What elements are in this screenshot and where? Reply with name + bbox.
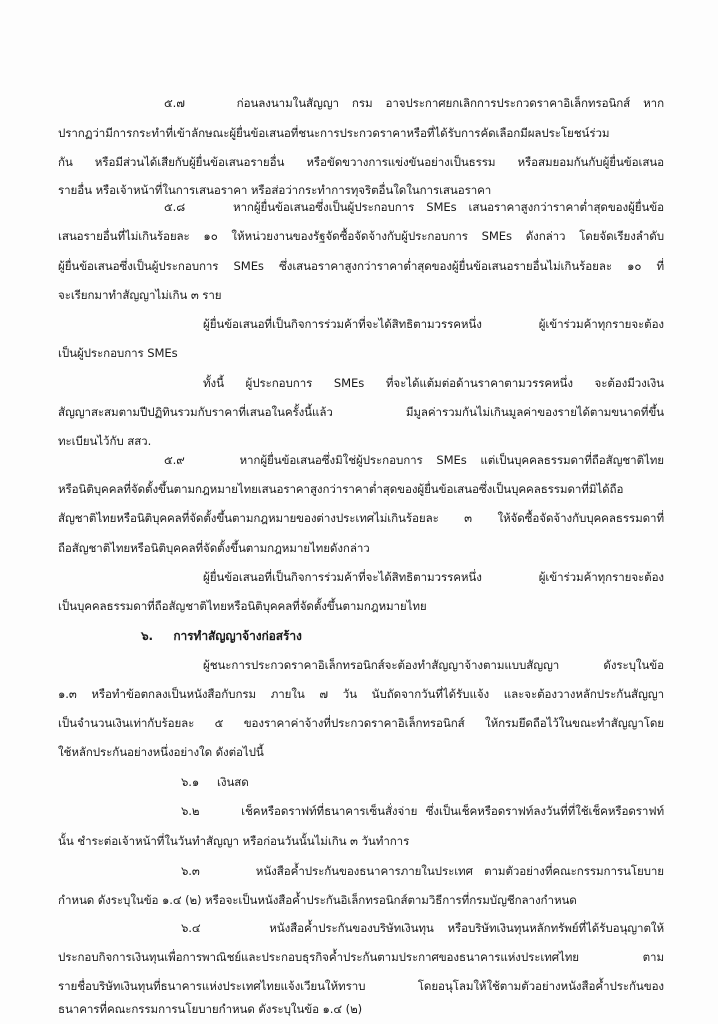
clause-5-8-line-2: เสนอรายอื่นที่ไม่เกินร้อยละ ๑๐ ให้หน่วยงานของรัฐจัดซื้อจัดจ้างกับผู้ประกอบการ SMEs ดังกล่าว โดยจัดเรียงลำดับ — [58, 229, 664, 243]
joint-venture-thai-line-2: เป็นบุคคลธรรมดาที่ถือสัญชาติไทยหรือนิติบุคคลที่จัดตั้งขึ้นตามกฎหมายไทย — [58, 599, 427, 613]
clause-5-8-line-3: ผู้ยื่นข้อเสนอซึ่งเป็นผู้ประกอบการ SMEs ซึ่งเสนอราคาสูงกว่าราคาต่ำสุดของผู้ยื่นข้อเสนอรายอื่นไม่เกินร้อยละ ๑๐ ที่ — [58, 259, 664, 273]
clause-5-7-line-2: ปรากฏว่ามีการกระทำที่เข้าลักษณะผู้ยื่นข้อเสนอที่ชนะการประกวดราคาหรือที่ได้รับการคัดเลือกมีผลประโยชน์ร่วม — [58, 126, 610, 140]
clause-5-7-line-1: ๕.๗ ก่อนลงนามในสัญญา กรม อาจประกาศยกเลิกการประกวดราคาอิเล็กทรอนิกส์ หาก — [164, 96, 664, 110]
smes-limit-line-3: ทะเบียนไว้กับ สสว. — [58, 434, 152, 448]
joint-venture-thai-line-1: ผู้ยื่นข้อเสนอที่เป็นกิจการร่วมค้าที่จะได้สิทธิตามวรรคหนึ่ง ผู้เข้าร่วมค้าทุกรายจะต้อง — [203, 570, 664, 584]
clause-6-1: ๖.๑ เงินสด — [181, 775, 249, 789]
section-6-line-4: ใช้หลักประกันอย่างหนึ่งอย่างใด ดังต่อไปนี้ — [58, 745, 264, 759]
clause-6-2-line-2: นั้น ชำระต่อเจ้าหน้าที่ในวันทำสัญญา หรือก่อนวันนั้นไม่เกิน ๓ วันทำการ — [58, 834, 410, 848]
clause-6-4-line-2: ประกอบกิจการเงินทุนเพื่อการพาณิชย์และประกอบธุรกิจค้ำประกันตามประกาศของธนาคารแห่งประเทศไทย ตาม — [58, 950, 664, 964]
smes-limit-line-1: ทั้งนี้ ผู้ประกอบการ SMEs ที่จะได้แต้มต่อด้านราคาตามวรรคหนึ่ง จะต้องมีวงเงิน — [203, 376, 664, 390]
clause-5-8-line-4: จะเรียกมาทำสัญญาไม่เกิน ๓ ราย — [58, 288, 222, 302]
section-6-line-1: ผู้ชนะการประกวดราคาอิเล็กทรอนิกส์จะต้องทำสัญญาจ้างตามแบบสัญญา ดังระบุในข้อ — [203, 658, 664, 672]
clause-5-9-line-1: ๕.๙ หากผู้ยื่นข้อเสนอซึ่งมิใช่ผู้ประกอบการ SMEs แต่เป็นบุคคลธรรมดาที่ถือสัญชาติไทย — [164, 453, 664, 467]
clause-6-4-line-1: ๖.๔ หนังสือค้ำประกันของบริษัทเงินทุน หรือบริษัทเงินทุนหลักทรัพย์ที่ได้รับอนุญาตให้ — [181, 921, 664, 935]
smes-limit-line-2: สัญญาสะสมตามปีปฏิทินรวมกับราคาที่เสนอในครั้งนี้แล้ว มีมูลค่ารวมกันไม่เกินมูลค่าของรายได้ตามขนาดที่ขึ้น — [58, 405, 664, 419]
clause-5-7-line-3: กัน หรือมีส่วนได้เสียกับผู้ยื่นข้อเสนอรายอื่น หรือขัดขวางการแข่งขันอย่างเป็นธรรม หรือสมยอมกันกับผู้ยื่นข้อเสนอ — [58, 155, 664, 169]
clause-5-8-line-1: ๕.๘ หากผู้ยื่นข้อเสนอซึ่งเป็นผู้ประกอบการ SMEs เสนอราคาสูงกว่าราคาต่ำสุดของผู้ยื่นข้อ — [164, 200, 664, 214]
clause-6-3-line-1: ๖.๓ หนังสือค้ำประกันของธนาคารภายในประเทศ ตามตัวอย่างที่คณะกรรมการนโยบาย — [181, 864, 664, 878]
section-6-line-2: ๑.๓ หรือทำข้อตกลงเป็นหนังสือกับกรม ภายใน ๗ วัน นับถัดจากวันที่ได้รับแจ้ง และจะต้องวางหลักประกันสัญญา — [58, 687, 664, 701]
section-6-line-3: เป็นจำนวนเงินเท่ากับร้อยละ ๕ ของราคาค่าจ้างที่ประกวดราคาอิเล็กทรอนิกส์ ให้กรมยึดถือไว้ในขณะทำสัญญาโดย — [58, 716, 664, 730]
clause-6-4-line-3: รายชื่อบริษัทเงินทุนที่ธนาคารแห่งประเทศไทยแจ้งเวียนให้ทราบ โดยอนุโลมให้ใช้ตามตัวอย่างหนังสือค้ำประกันของ — [58, 979, 664, 993]
clause-5-9-line-2: หรือนิติบุคคลที่จัดตั้งขึ้นตามกฎหมายไทยเสนอราคาสูงกว่าราคาต่ำสุดของผู้ยื่นข้อเสนอซึ่งเป็นบุคคลธรรมดาที่มิได้ถือ — [58, 482, 624, 496]
clause-5-9-line-3: สัญชาติไทยหรือนิติบุคคลที่จัดตั้งขึ้นตามกฎหมายของต่างประเทศไม่เกินร้อยละ ๓ ให้จัดซื้อจัดจ้างกับบุคคลธรรมดาที่ — [58, 511, 664, 525]
clause-6-3-line-2: กำหนด ดังระบุในข้อ ๑.๔ (๒) หรือจะเป็นหนังสือค้ำประกันอิเล็กทรอนิกส์ตามวิธีการที่กรมบัญชีกลางกำหนด — [58, 893, 577, 907]
clause-5-7-line-4: รายอื่น หรือเจ้าหน้าที่ในการเสนอราคา หรือส่อว่ากระทำการทุจริตอื่นใดในการเสนอราคา — [58, 183, 492, 197]
section-6-heading: ๖. การทำสัญญาจ้างก่อสร้าง — [141, 629, 302, 643]
joint-venture-smes-line-2: เป็นผู้ประกอบการ SMEs — [58, 346, 178, 360]
clause-5-9-line-4: ถือสัญชาติไทยหรือนิติบุคคลที่จัดตั้งขึ้นตามกฎหมายไทยดังกล่าว — [58, 541, 370, 555]
joint-venture-smes-line-1: ผู้ยื่นข้อเสนอที่เป็นกิจการร่วมค้าที่จะได้สิทธิตามวรรคหนึ่ง ผู้เข้าร่วมค้าทุกรายจะต้อง — [203, 317, 664, 331]
clause-6-2-line-1: ๖.๒ เช็คหรือดราฟท์ที่ธนาคารเซ็นสั่งจ่าย ซึ่งเป็นเช็คหรือดราฟท์ลงวันที่ที่ใช้เช็คหรือดราฟท์ — [181, 804, 664, 818]
clause-6-4-line-4: ธนาคารที่คณะกรรมการนโยบายกำหนด ดังระบุในข้อ ๑.๔ (๒) — [58, 1002, 363, 1016]
